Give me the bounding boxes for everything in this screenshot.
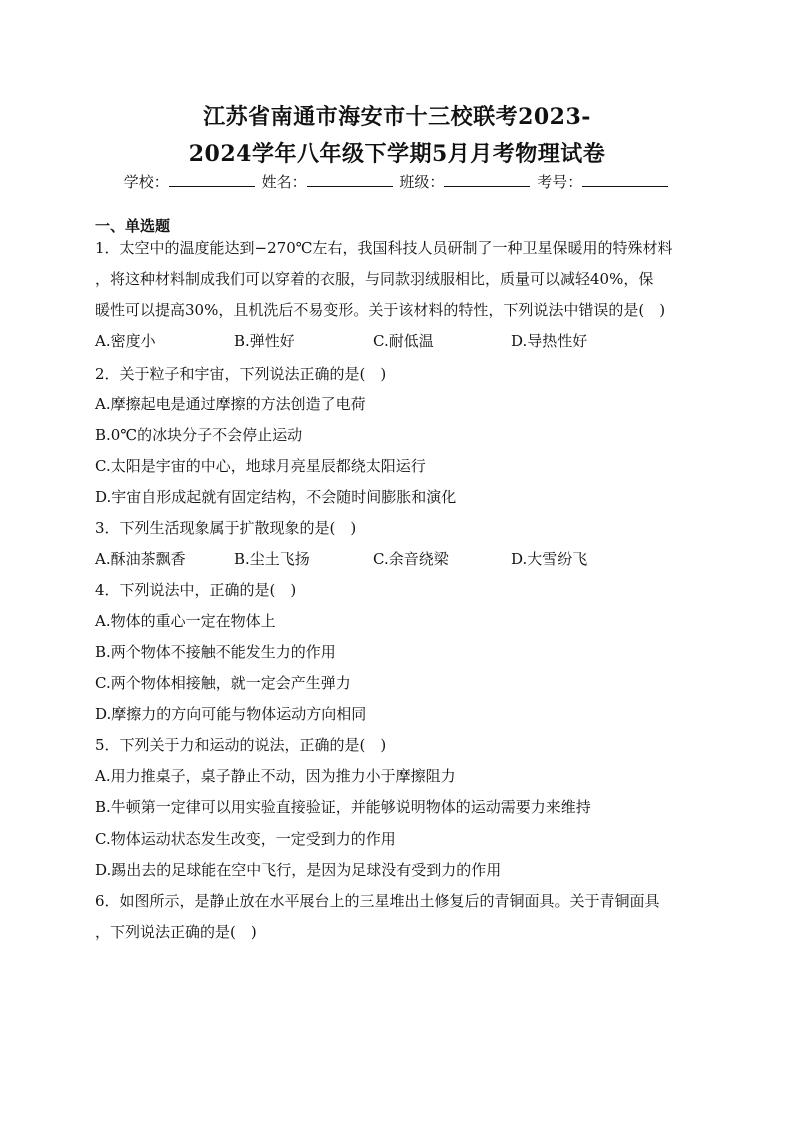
name-blank xyxy=(307,172,393,187)
q3-options xyxy=(95,549,705,569)
exam-title-line-2: 2024学年八年级下学期5月月考物理试卷 xyxy=(188,141,606,167)
q2-option-a: A.摩擦起电是通过摩擦的方法创造了电荷 xyxy=(95,395,366,413)
exam-number-blank xyxy=(582,172,668,187)
q5-option-d: D.踢出去的足球能在空中飞行，是因为足球没有受到力的作用 xyxy=(95,861,502,879)
class-label: 班级： xyxy=(399,173,445,191)
q4-option-b: B.两个物体不接触不能发生力的作用 xyxy=(95,643,336,661)
q3-option-a: A.酥油茶飘香 xyxy=(95,550,186,568)
q4-stem: 4．下列说法中，正确的是( ) xyxy=(95,581,297,599)
q6-line-2: ，下列说法正确的是( ) xyxy=(95,923,257,941)
class-blank xyxy=(444,172,530,187)
q1-line-3: 暖性可以提高30%，且机洗后不易变形。关于该材料的特性，下列说法中错误的是( ) xyxy=(95,301,666,319)
q3-stem: 3．下列生活现象属于扩散现象的是( ) xyxy=(95,519,357,537)
q3-option-c: C.余音绕梁 xyxy=(373,550,449,568)
section-title: 一、单选题 xyxy=(95,217,171,235)
q3-option-b: B.尘土飞扬 xyxy=(234,550,310,568)
q2-stem: 2．关于粒子和宇宙，下列说法正确的是( ) xyxy=(95,365,387,383)
q4-option-a: A.物体的重心一定在物体上 xyxy=(95,612,276,630)
q5-option-b: B.牛顿第一定律可以用实验直接验证，并能够说明物体的运动需要力来维持 xyxy=(95,798,591,816)
q4-option-c: C.两个物体相接触，就一定会产生弹力 xyxy=(95,674,351,692)
name-label: 姓名： xyxy=(261,173,307,191)
q2-option-d: D.宇宙自形成起就有固定结构，不会随时间膨胀和演化 xyxy=(95,488,457,506)
q5-stem: 5．下列关于力和运动的说法，正确的是( ) xyxy=(95,736,387,754)
student-info-row xyxy=(0,172,794,191)
exam-title-line-1: 江苏省南通市海安市十三校联考2023- xyxy=(203,104,591,130)
school-blank xyxy=(169,172,255,187)
q5-option-a: A.用力推桌子，桌子静止不动，因为推力小于摩擦阻力 xyxy=(95,767,456,785)
school-label: 学校： xyxy=(123,173,169,191)
q2-option-b: B.0℃的冰块分子不会停止运动 xyxy=(95,426,303,444)
q2-option-c: C.太阳是宇宙的中心，地球月亮星辰都绕太阳运行 xyxy=(95,457,426,475)
exam-number-label: 考号： xyxy=(537,173,583,191)
q1-option-a: A.密度小 xyxy=(95,332,156,350)
q1-line-2: ，将这种材料制成我们可以穿着的衣服，与同款羽绒服相比，质量可以减轻40%，保 xyxy=(95,270,654,288)
q1-option-b: B.弹性好 xyxy=(234,332,295,350)
q1-options xyxy=(95,331,705,351)
q6-line-1: 6．如图所示，是静止放在水平展台上的三星堆出土修复后的青铜面具。关于青铜面具 xyxy=(95,892,660,910)
q4-option-d: D.摩擦力的方向可能与物体运动方向相同 xyxy=(95,705,367,723)
q1-line-1: 1．太空中的温度能达到−270℃左右，我国科技人员研制了一种卫星保暖用的特殊材料 xyxy=(95,239,673,257)
q3-option-d: D.大雪纷飞 xyxy=(511,550,588,568)
q1-option-c: C.耐低温 xyxy=(373,332,434,350)
q1-option-d: D.导热性好 xyxy=(511,332,588,350)
q5-option-c: C.物体运动状态发生改变，一定受到力的作用 xyxy=(95,830,396,848)
